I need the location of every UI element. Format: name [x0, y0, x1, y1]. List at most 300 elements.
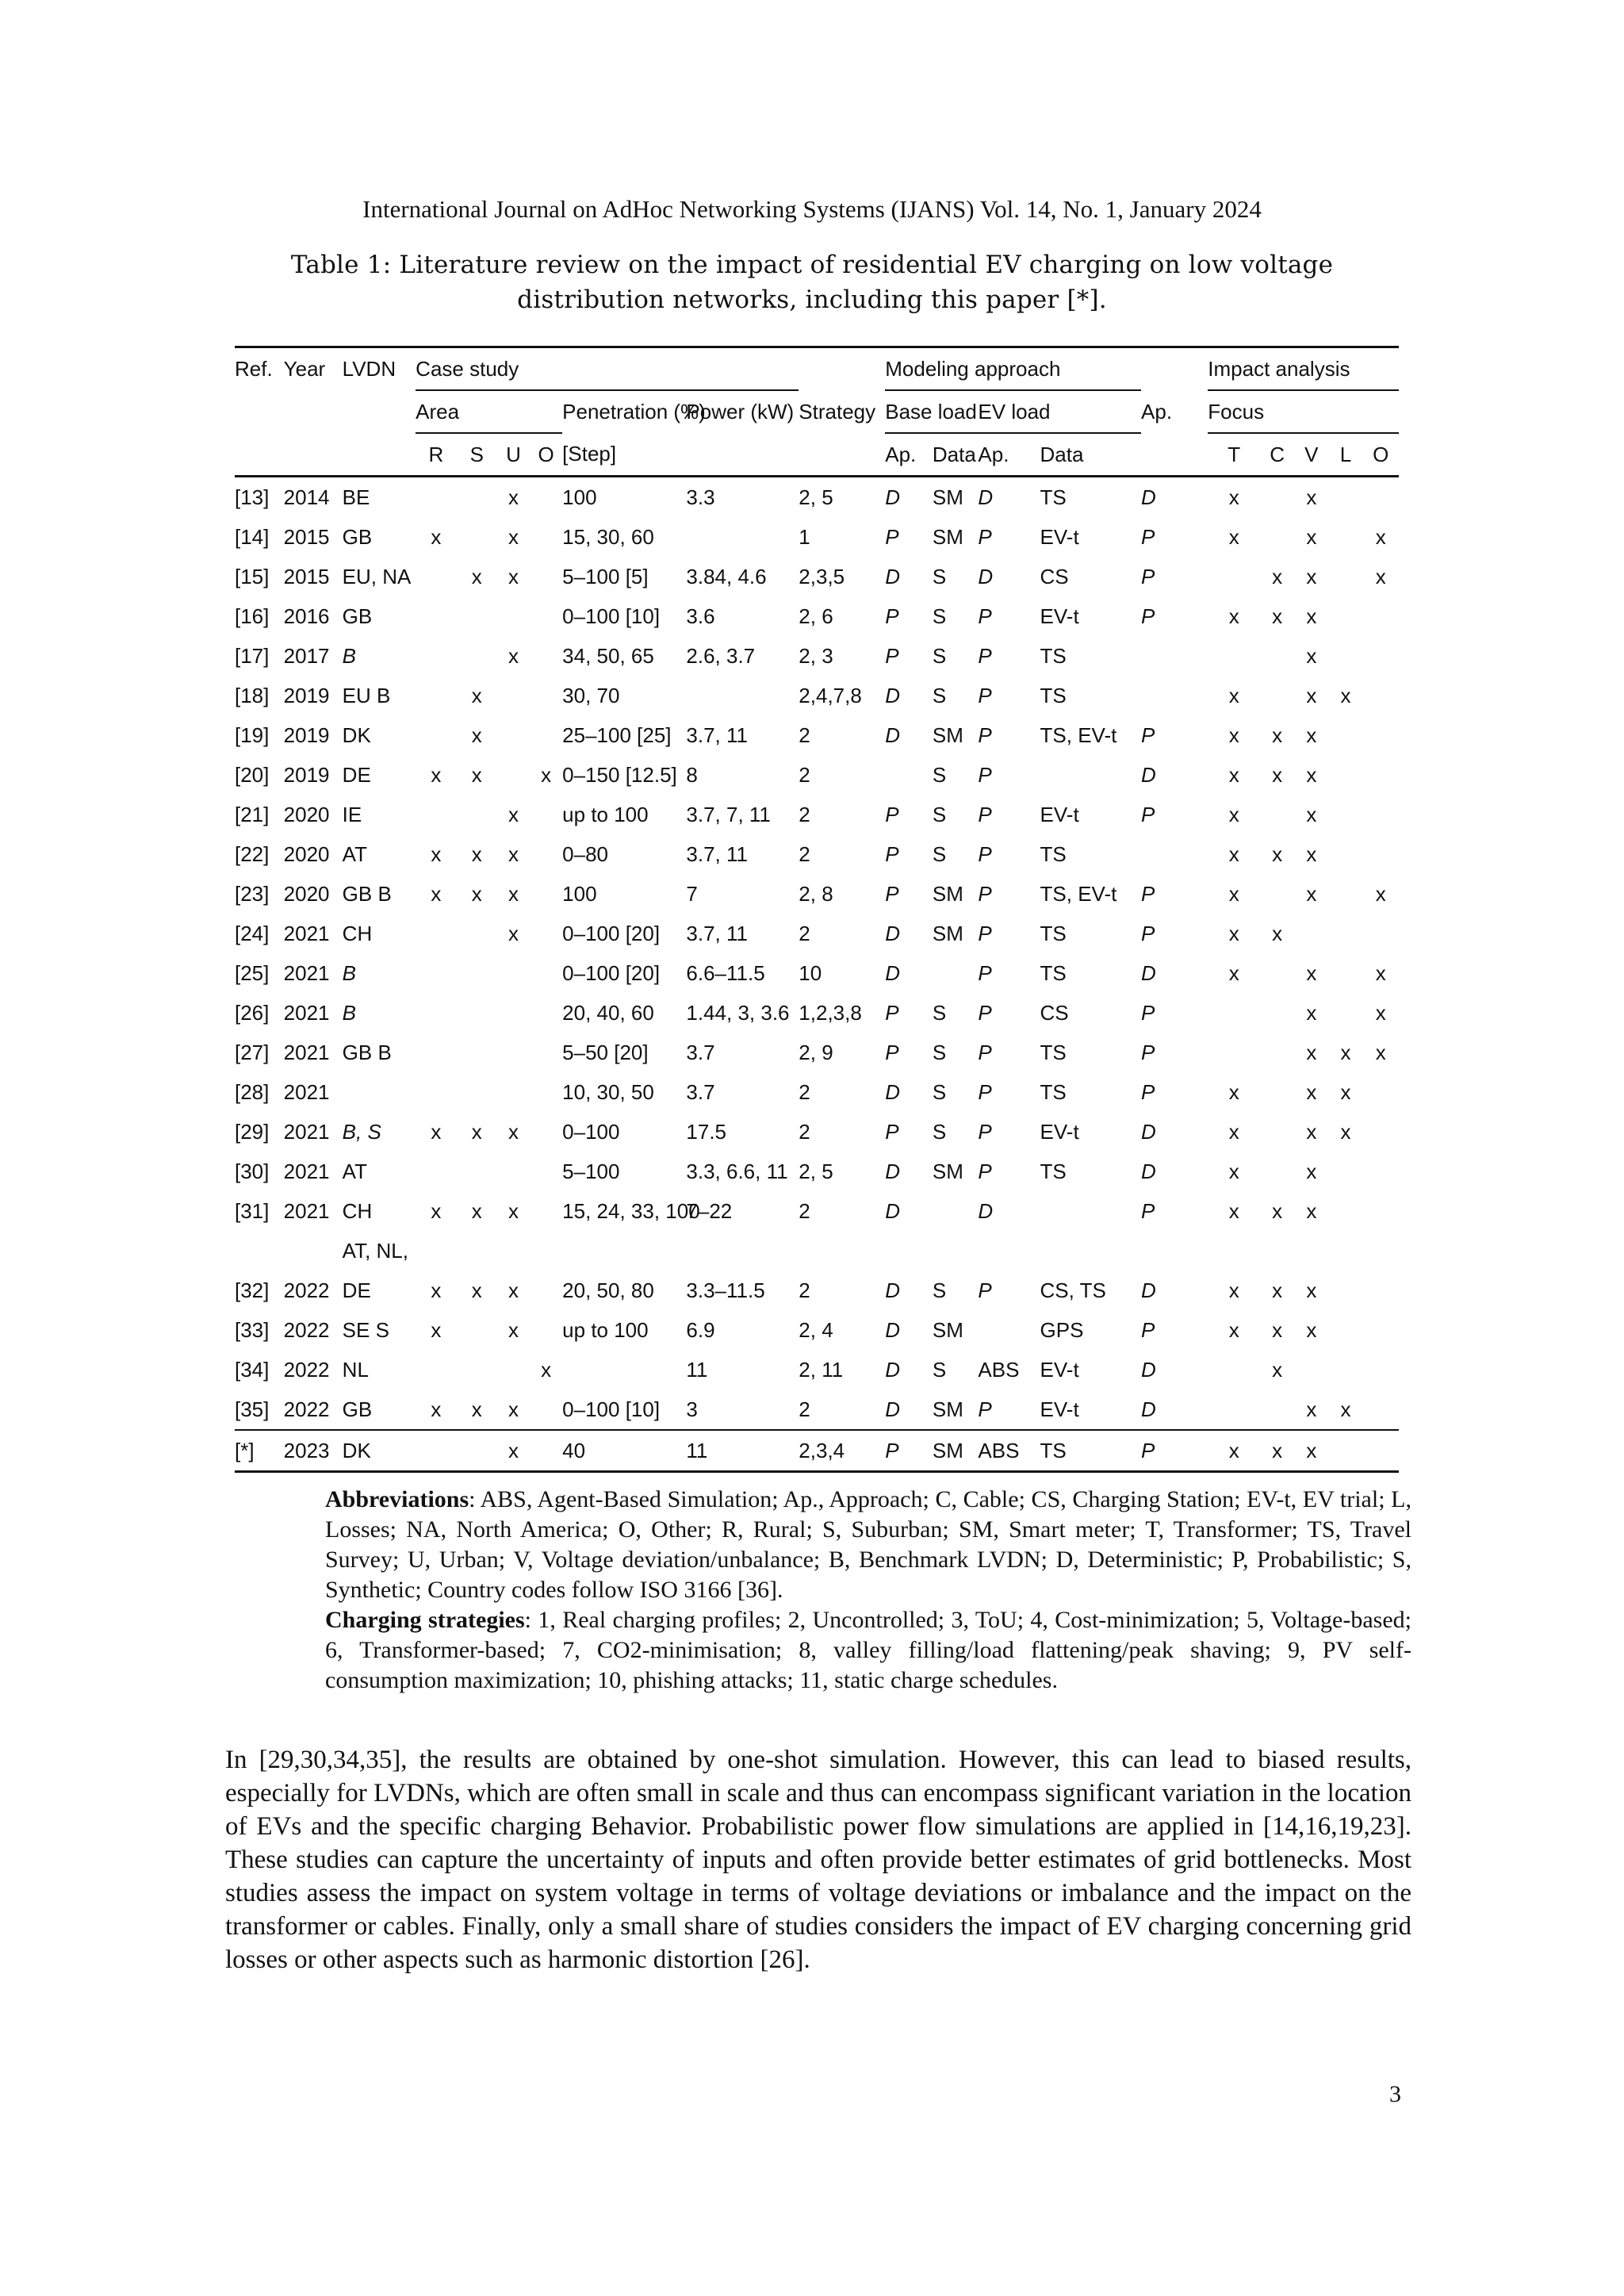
table-cell: x — [508, 1278, 519, 1302]
table-cell — [1328, 1231, 1362, 1271]
table-cell — [530, 1112, 562, 1152]
table-cell: S — [932, 1000, 947, 1025]
table-cell — [1260, 1152, 1294, 1191]
table-cell — [1260, 676, 1294, 715]
table-cell: 30, 70 — [562, 683, 620, 707]
table-cell: x — [1272, 1317, 1283, 1342]
table-row — [235, 914, 1399, 953]
table-cell — [1363, 1310, 1399, 1350]
table-cell: NL — [342, 1357, 369, 1382]
table-cell: x — [1375, 881, 1386, 906]
table-cell: CH — [342, 921, 373, 945]
table-cell: 15, 30, 60 — [562, 524, 654, 549]
table-row — [235, 795, 1399, 834]
col-focus-l: L — [1328, 433, 1362, 477]
col-focus-t: T — [1208, 433, 1260, 477]
table-cell — [1208, 1231, 1260, 1271]
table-cell: x — [1306, 723, 1317, 747]
table-cell — [1260, 1231, 1294, 1271]
col-evload-data: Data — [1040, 433, 1141, 477]
table-cell: S — [932, 1278, 947, 1302]
table-cell: P — [1141, 921, 1155, 945]
table-cell: D — [1141, 485, 1156, 509]
table-cell — [1260, 1033, 1294, 1072]
table-cell — [1328, 755, 1362, 795]
table-cell: 2, 4 — [799, 1317, 833, 1342]
table-row — [235, 1112, 1399, 1152]
table-row — [235, 874, 1399, 914]
table-cell: SM — [932, 1397, 963, 1421]
table-cell: x — [471, 762, 482, 787]
table-cell — [1363, 596, 1399, 636]
table-row — [235, 1191, 1399, 1231]
col-focus: Focus — [1208, 390, 1399, 433]
table-cell — [1208, 993, 1260, 1033]
col-lvdn: LVDN — [343, 347, 416, 391]
col-area-r: R — [416, 433, 456, 477]
table-cell: x — [1306, 1119, 1317, 1144]
table-row — [235, 517, 1399, 557]
group-modeling-approach: Modeling approach — [885, 347, 1141, 391]
table-cell: x — [471, 881, 482, 906]
table-cell: D — [885, 960, 901, 985]
table-cell: ABS — [978, 1357, 1020, 1382]
table-cell: 2021 — [283, 1198, 330, 1223]
table-cell — [530, 477, 562, 518]
table-cell: P — [978, 921, 992, 945]
table-cell: x — [1272, 841, 1283, 866]
table-cell: 100 — [562, 485, 597, 509]
table-cell: [24] — [235, 921, 270, 945]
table-cell: 3.84, 4.6 — [686, 564, 767, 588]
table-cell: SM — [932, 1159, 963, 1183]
table-cell — [1328, 636, 1362, 676]
table-cell: 40 — [562, 1430, 686, 1472]
table-cell — [1208, 557, 1260, 596]
table-cell: 3.7, 11 — [686, 921, 748, 945]
table-cell: x — [1272, 1357, 1283, 1382]
table-cell: [26] — [235, 1000, 270, 1025]
table-cell — [416, 1033, 456, 1072]
table-cell — [416, 1152, 456, 1191]
table-cell: x — [508, 1119, 519, 1144]
table-cell: x — [1228, 921, 1239, 945]
table-cell: TS — [1040, 1430, 1141, 1472]
table-cell: x — [1306, 1159, 1317, 1183]
table-cell: P — [885, 841, 899, 866]
table-cell: TS, EV-t — [1040, 723, 1117, 747]
table-cell: SM — [932, 485, 963, 509]
group-case-study: Case study — [416, 347, 799, 391]
table-cell: 5–100 — [562, 1159, 620, 1183]
table-cell — [497, 1350, 530, 1389]
table-cell: 1.44, 3, 3.6 — [686, 1000, 790, 1025]
table-cell: x — [1228, 723, 1239, 747]
table-row — [235, 596, 1399, 636]
table-cell — [530, 993, 562, 1033]
table-cell: P — [978, 960, 992, 985]
col-power: Power (kW) — [686, 400, 795, 424]
table-cell: 2021 — [283, 1079, 330, 1104]
table-row — [235, 1350, 1399, 1389]
table-cell: x — [1294, 1430, 1328, 1472]
table-cell: 3.7, 7, 11 — [686, 802, 771, 826]
table-cell: P — [978, 881, 992, 906]
col-year: Year — [284, 347, 343, 391]
header-row-1 — [235, 347, 1399, 391]
table-cell — [530, 1271, 562, 1310]
table-cell: x — [1272, 762, 1283, 787]
table-cell — [457, 1152, 497, 1191]
table-cell: D — [885, 485, 901, 509]
table-cell: 8 — [686, 762, 698, 787]
table-cell: 25–100 [25] — [562, 723, 672, 747]
table-cell: x — [471, 564, 482, 588]
table-cell — [416, 953, 456, 993]
col-area-o: O — [530, 433, 562, 477]
col-ref: Ref. — [235, 347, 284, 391]
table-cell — [416, 676, 456, 715]
table-cell: x — [1228, 841, 1239, 866]
table-cell: D — [1141, 1119, 1156, 1144]
table-cell: TS — [1040, 643, 1067, 668]
table-cell: GB — [342, 1397, 373, 1421]
table-row — [235, 1430, 1399, 1472]
table-cell: x — [1375, 564, 1386, 588]
table-cell — [1328, 1430, 1362, 1472]
table-cell: S — [932, 1040, 947, 1064]
table-cell — [457, 636, 497, 676]
table-cell: [29] — [235, 1119, 270, 1144]
table-cell: x — [1228, 802, 1239, 826]
table-cell: x — [1306, 1397, 1317, 1421]
table-cell: 3.3, 6.6, 11 — [686, 1159, 788, 1183]
table-cell: EV-t — [1040, 1357, 1079, 1382]
table-cell — [1141, 636, 1208, 676]
table-cell: DK — [343, 1430, 416, 1472]
table-cell: x — [1306, 604, 1317, 628]
table-cell — [1260, 795, 1294, 834]
table-cell: x — [471, 1397, 482, 1421]
table-cell — [978, 1231, 1040, 1271]
table-cell: 34, 50, 65 — [562, 643, 654, 668]
table-cell — [457, 1310, 497, 1350]
table-cell: x — [471, 723, 482, 747]
table-cell — [885, 1231, 933, 1271]
table-cell: 2020 — [283, 841, 330, 866]
table-cell: x — [1228, 683, 1239, 707]
table-cell: x — [508, 524, 519, 549]
table-cell — [416, 914, 456, 953]
table-row — [235, 1231, 1399, 1271]
col-focus-c: C — [1260, 433, 1294, 477]
table-cell: D — [885, 1357, 901, 1382]
table-cell: x — [1260, 1430, 1294, 1472]
table-cell: [15] — [235, 564, 270, 588]
table-cell — [530, 874, 562, 914]
table-cell — [1294, 914, 1328, 953]
table-cell: 0–100 [20] — [562, 921, 661, 945]
table-cell: [32] — [235, 1278, 270, 1302]
table-cell: B — [342, 960, 357, 985]
table-cell: 2, 5 — [799, 485, 833, 509]
table-cell: P — [885, 802, 899, 826]
table-cell — [933, 1231, 979, 1271]
table-cell — [530, 1033, 562, 1072]
table-cell: 2 — [799, 1278, 810, 1302]
table-cell: 2014 — [283, 485, 330, 509]
table-cell: [14] — [235, 524, 270, 549]
table-cell: P — [978, 1079, 992, 1104]
table-cell: x — [1306, 1040, 1317, 1064]
charging-strategies-note — [325, 1605, 1411, 1696]
table-cell: x — [1228, 1278, 1239, 1302]
table-cell: SM — [932, 921, 963, 945]
table-cell: x — [508, 802, 519, 826]
table-cell: P — [1141, 881, 1155, 906]
table-cell: 0–150 [12.5] — [562, 762, 677, 787]
table-cell: [28] — [235, 1079, 270, 1104]
table-cell — [1328, 596, 1362, 636]
table-cell: 2021 — [283, 1000, 330, 1025]
header-row-2 — [235, 390, 1399, 433]
table-cell: [33] — [235, 1317, 270, 1342]
table-cell: D — [978, 485, 994, 509]
table-cell: x — [1228, 881, 1239, 906]
table-cell: 2 — [799, 841, 810, 866]
table-cell: 2 — [799, 762, 810, 787]
table-cell — [457, 596, 497, 636]
table-cell: S — [932, 762, 947, 787]
table-cell: 11 — [686, 1430, 799, 1472]
table-cell: 2 — [799, 1397, 810, 1421]
table-cell: 2, 3 — [799, 643, 833, 668]
table-cell: 3.7 — [686, 1040, 715, 1064]
table-cell: x — [1340, 1079, 1351, 1104]
table-cell: B, S — [342, 1119, 381, 1144]
table-cell: 2021 — [283, 1040, 330, 1064]
table-cell: D — [885, 1198, 901, 1223]
table-cell: x — [1306, 762, 1317, 787]
table-cell — [457, 993, 497, 1033]
table-cell — [530, 676, 562, 715]
table-cell: 2 — [799, 802, 810, 826]
table-cell: 2022 — [283, 1278, 330, 1302]
charging-strategies-label: Charging strategies — [325, 1607, 525, 1633]
table-cell: SE S — [342, 1317, 389, 1342]
table-cell: 2 — [799, 1079, 810, 1104]
table-cell: x — [431, 762, 442, 787]
table-cell: [34] — [235, 1357, 270, 1382]
table-cell: x — [1208, 1430, 1260, 1472]
table-cell: up to 100 — [562, 802, 649, 826]
table-cell: x — [508, 643, 519, 668]
table-cell — [530, 953, 562, 993]
page-number: 3 — [1389, 2081, 1401, 2107]
table-cell: BE — [342, 485, 370, 509]
table-cell: P — [1141, 1198, 1155, 1223]
table-row — [235, 1271, 1399, 1310]
table-cell — [530, 1231, 562, 1271]
table-cell: 7–22 — [686, 1198, 733, 1223]
col-step: [Step] — [562, 433, 686, 477]
table-cell — [416, 1430, 456, 1472]
table-cell — [530, 557, 562, 596]
table-cell: x — [431, 524, 442, 549]
table-cell: D — [885, 1159, 901, 1183]
table-cell — [1363, 1231, 1399, 1271]
table-cell: S — [932, 1357, 947, 1382]
table-cell — [1363, 715, 1399, 755]
table-cell — [1040, 1191, 1141, 1231]
table-cell — [1208, 636, 1260, 676]
table-cell: x — [1306, 564, 1317, 588]
table-cell: IE — [342, 802, 362, 826]
table-cell: [22] — [235, 841, 270, 866]
table-cell: [16] — [235, 604, 270, 628]
table-cell — [1328, 1152, 1362, 1191]
col-evload-ap: Ap. — [978, 433, 1040, 477]
table-cell: x — [1228, 1079, 1239, 1104]
table-cell: [18] — [235, 683, 270, 707]
table-cell — [497, 755, 530, 795]
table-cell: x — [1272, 723, 1283, 747]
table-cell — [457, 795, 497, 834]
table-cell: TS — [1040, 921, 1067, 945]
table-cell — [1363, 676, 1399, 715]
table-cell: D — [978, 1198, 994, 1223]
table-cell — [497, 993, 530, 1033]
table-cell: x — [1228, 762, 1239, 787]
table-caption: Table 1: Literature review on the impact of residential EV charging on low voltage distribution networks, including this paper [*]. — [290, 251, 1334, 314]
table-cell: 3.7 — [686, 1079, 715, 1104]
table-cell: S — [932, 1079, 947, 1104]
table-row — [235, 953, 1399, 993]
table-cell: 20, 50, 80 — [562, 1278, 654, 1302]
table-cell: x — [1306, 1079, 1317, 1104]
table-cell: x — [1306, 1317, 1317, 1342]
table-cell — [1260, 477, 1294, 518]
table-cell — [1328, 477, 1362, 518]
table-cell — [530, 1072, 562, 1112]
table-cell — [1363, 795, 1399, 834]
table-cell: DE — [342, 762, 371, 787]
table-cell: 2022 — [283, 1317, 330, 1342]
table-cell — [1363, 1271, 1399, 1310]
table-cell — [343, 1072, 416, 1112]
table-cell — [1328, 914, 1362, 953]
table-cell: P — [978, 802, 992, 826]
table-cell — [1040, 1231, 1141, 1271]
table-cell: [27] — [235, 1040, 270, 1064]
table-cell: P — [885, 881, 899, 906]
table-cell: x — [1375, 1040, 1386, 1064]
table-cell — [457, 1430, 497, 1472]
table-cell: x — [1306, 485, 1317, 509]
table-cell: S — [932, 1119, 947, 1144]
table-cell — [457, 1033, 497, 1072]
table-cell — [1260, 993, 1294, 1033]
table-cell: D — [885, 564, 901, 588]
table-cell: 2,3,4 — [799, 1430, 885, 1472]
table-cell — [1328, 715, 1362, 755]
table-cell: [30] — [235, 1159, 270, 1183]
col-penetration: Penetration (%) — [562, 400, 706, 424]
table-cell: x — [471, 841, 482, 866]
table-row — [235, 557, 1399, 596]
table-cell: x — [1340, 1397, 1351, 1421]
table-cell: [20] — [235, 762, 270, 787]
table-cell: 2 — [799, 723, 810, 747]
table-cell: TS — [1040, 683, 1067, 707]
table-cell: 1 — [799, 524, 810, 549]
table-cell: CS — [1040, 564, 1069, 588]
table-cell: 2, 8 — [799, 881, 833, 906]
table-cell: D — [885, 1317, 901, 1342]
col-area-u: U — [497, 433, 530, 477]
table-cell: P — [885, 1040, 899, 1064]
charging-strategies-text: : 1, Real charging profiles; 2, Uncontrolled; 3, ToU; 4, Cost-minimization; 5, Voltage-based; 6, Transformer-based; 7, CO2-minimisation; 8, valley filling/load flattening/peak shaving; 9, PV self-consumption maximization; 10, phishing attacks; 11, static charge schedules. — [325, 1607, 1411, 1693]
table-cell: D — [885, 1397, 901, 1421]
table-cell — [1141, 834, 1208, 874]
table-cell: P — [978, 683, 992, 707]
table-cell: 0–100 [10] — [562, 604, 661, 628]
table-cell: SM — [932, 524, 963, 549]
table-cell — [1363, 1350, 1399, 1389]
table-cell: SM — [932, 723, 963, 747]
table-cell — [1363, 1389, 1399, 1430]
table-cell: x — [1306, 960, 1317, 985]
table-cell: 100 — [562, 881, 597, 906]
table-cell — [799, 1231, 885, 1271]
table-cell: x — [1228, 1317, 1239, 1342]
table-cell: P — [1141, 604, 1155, 628]
table-cell: P — [978, 604, 992, 628]
table-cell: x — [1375, 960, 1386, 985]
table-cell: 10, 30, 50 — [562, 1079, 654, 1104]
table-cell — [235, 1231, 284, 1271]
col-area-s: S — [457, 433, 497, 477]
table-cell: x — [1228, 1159, 1239, 1183]
table-cell — [1260, 1072, 1294, 1112]
table-row — [235, 636, 1399, 676]
table-cell — [457, 1072, 497, 1112]
table-cell: ABS — [978, 1430, 1040, 1472]
table-cell — [530, 1152, 562, 1191]
table-cell — [530, 1310, 562, 1350]
table-cell: 2, 9 — [799, 1040, 833, 1064]
table-body — [235, 477, 1399, 1472]
table-cell: [17] — [235, 643, 270, 668]
col-baseload-ap: Ap. — [885, 433, 933, 477]
table-cell: EV-t — [1040, 802, 1079, 826]
table-cell: GB B — [342, 1040, 392, 1064]
table-cell: P — [978, 762, 992, 787]
table-cell: x — [1340, 1119, 1351, 1144]
col-baseload-data: Data — [933, 433, 979, 477]
table-cell: 2019 — [283, 762, 330, 787]
col-ev-load: EV load — [978, 390, 1141, 433]
table-cell: CH — [342, 1198, 373, 1223]
table-cell: EU B — [342, 683, 391, 707]
table-cell: D — [885, 683, 901, 707]
table-cell — [416, 715, 456, 755]
table-cell: D — [885, 1278, 901, 1302]
table-cell: 2022 — [283, 1397, 330, 1421]
table-cell — [978, 1310, 1040, 1350]
table-cell: 17.5 — [686, 1119, 727, 1144]
header-row-3 — [235, 433, 1399, 477]
